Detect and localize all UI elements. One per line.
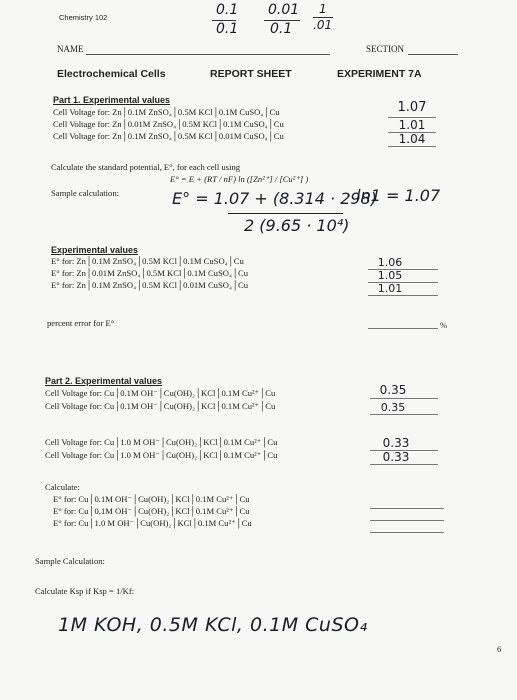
course-label: Chemistry 102 [59,13,108,22]
part1-row-1: Cell Voltage for: Zn│0.1M ZnSO₄│0.5M KCl│0.1M CuSO₄│Cu [53,107,280,117]
part1-row-2: Cell Voltage for: Zn│0.01M ZnSO₄│0.5M KCl│0.1M CuSO₄│Cu [53,119,284,129]
part2-value-a2: 0.35 [380,401,406,414]
calc-answer-line-2 [370,520,444,521]
formula: E° = E + (RT / nF) ln ([Zn²⁺] / [Cu²⁺] ) [170,174,309,184]
expvals-value-3: 1.01 [377,282,403,295]
hw-calc-numerator: E° = 1.07 + (8.314 · 298) [172,189,377,208]
expvals-row-1: E° for: Zn│0.1M ZnSO₄│0.5M KCl│0.1M CuSO₄│Cu [51,256,244,266]
part2-heading: Part 2. Experimental values [45,376,163,386]
percent-error-label: percent error for E° [47,318,115,328]
calc-answer-line-1 [370,508,444,509]
hw-calc-result: · ln1 = 1.07 [346,186,441,205]
ksp-label: Calculate Ksp if Ksp = 1/Kf: [35,586,135,596]
section-line [408,54,458,55]
scratch-frac1-den: 0.1 [216,21,239,37]
sample-calc-label: Sample calculation: [51,188,120,198]
title-left: Electrochemical Cells [57,68,166,80]
percent-unit: % [440,320,448,330]
part2-value-b1: 0.33 [382,436,410,450]
expvals-value-2: 1.05 [377,269,403,282]
calc-answer-line-3 [370,532,444,533]
part2-row-a1: Cell Voltage for: Cu│0.1M OH⁻│Cu(OH)₂│KCl│0.1M Cu²⁺│Cu [45,388,276,398]
calc-instruction: Calculate the standard potential, E°, for each cell using [51,162,241,172]
sample-calculation-label: Sample Calculation: [35,556,105,566]
expvals-heading: Experimental values [51,245,139,255]
part1-value-1: 1.07 [397,100,427,115]
expvals-row-3: E° for: Zn│0.1M ZnSO₄│0.5M KCl│0.01M CuSO₄│Cu [51,280,249,290]
part2-row-b2: Cell Voltage for: Cu│1.0 M OH⁻│Cu(OH)₂│KCl│0.1M Cu²⁺│Cu [45,450,278,460]
calc-row-3: E° for: Cu│1.0 M OH⁻│Cu(OH)₂│KCl│0.1M Cu²⁺│Cu [53,518,252,528]
scratch-frac2-den: 0.1 [270,21,293,37]
part2-value-a1: 0.35 [379,383,407,397]
title-right: EXPERIMENT 7A [337,68,422,80]
part1-value-2: 1.01 [398,118,426,132]
part2-value-b2: 0.33 [382,450,410,464]
hw-calc-denominator: 2 (9.65 · 10⁴) [244,216,350,235]
expvals-row-2: E° for: Zn│0.01M ZnSO₄│0.5M KCl│0.1M CuSO₄│Cu [51,268,249,278]
title-mid: REPORT SHEET [210,68,292,80]
part1-value-3: 1.04 [398,132,426,146]
name-label: NAME [57,44,84,54]
page-number: 6 [497,644,502,654]
scratch-frac3-num: 1 [319,2,327,16]
scratch-frac1-num: 0.1 [216,2,239,18]
part1-heading: Part 1. Experimental values [53,95,171,105]
expvals-value-1: 1.06 [377,256,403,269]
scratch-frac2-num: 0.01 [268,2,300,18]
calc-row-2: E° for: Cu│0.1M OH⁻│Cu(OH)₂│KCl│0.1M Cu²⁺│Cu [53,506,250,516]
calc-row-1: E° for: Cu│0.1M OH⁻│Cu(OH)₂│KCl│0.1M Cu²⁺│Cu [53,494,250,504]
name-line [86,54,330,55]
hw-bottom-note: 1M KOH, 0.5M KCl, 0.1M CuSO₄ [58,614,368,636]
section-label: SECTION [366,44,404,54]
scratch-frac3-den: .01 [313,18,333,32]
part1-row-3: Cell Voltage for: Zn│0.1M ZnSO₄│0.5M KCl│0.01M CuSO₄│Cu [53,131,284,141]
part2-row-b1: Cell Voltage for: Cu│1.0 M OH⁻│Cu(OH)₂│KCl│0.1M Cu²⁺│Cu [45,437,278,447]
calculate-label: Calculate: [45,482,80,492]
part2-row-a2: Cell Voltage for: Cu│0.1M OH⁻│Cu(OH)₂│KCl│0.1M Cu²⁺│Cu [45,401,276,411]
percent-error-line [368,328,438,329]
